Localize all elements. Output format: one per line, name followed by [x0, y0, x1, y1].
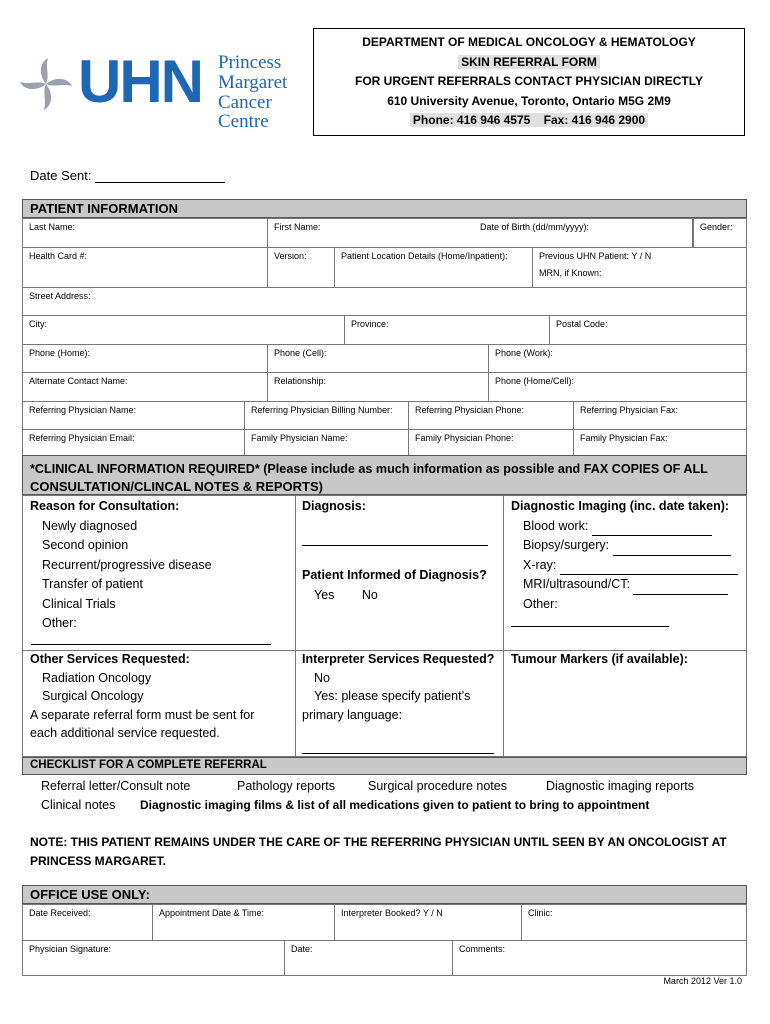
mri-field[interactable]: MRI/ultrasound/CT:: [511, 575, 743, 595]
reason-second-opinion[interactable]: Second opinion: [42, 538, 129, 552]
health-card-field[interactable]: Health Card #:: [23, 248, 268, 287]
interpreter-booked-field[interactable]: Interpreter Booked? Y / N: [335, 905, 522, 940]
postal-field[interactable]: Postal Code:: [556, 319, 608, 329]
office-use-grid: [22, 904, 747, 976]
phone-home-cell-field[interactable]: Phone (Home/Cell):: [495, 376, 575, 386]
fam-name-field[interactable]: Family Physician Name:: [245, 430, 409, 458]
date-sent-field[interactable]: [95, 168, 225, 183]
header-box: [313, 28, 745, 136]
informed-title: Patient Informed of Diagnosis?: [302, 568, 487, 582]
reason-newly-diagnosed[interactable]: Newly diagnosed: [42, 518, 138, 533]
diagnosis-line[interactable]: [302, 545, 488, 546]
patient-info-title: PATIENT INFORMATION: [22, 199, 747, 218]
uhn-wordmark: UHN: [78, 48, 202, 115]
informed-yes[interactable]: Yes: [314, 587, 335, 602]
prev-uhn-field[interactable]: Previous UHN Patient: Y / N MRN, if Known:: [539, 251, 652, 278]
office-use-title: OFFICE USE ONLY:: [22, 885, 747, 904]
reason-other-line[interactable]: [31, 644, 271, 645]
ref-fax-field[interactable]: Referring Physician Fax:: [580, 405, 679, 415]
check-imaging-reports[interactable]: Diagnostic imaging reports: [546, 779, 694, 793]
office-date-field[interactable]: Date:: [285, 941, 453, 976]
reason-clinical-trials[interactable]: Clinical Trials: [42, 596, 116, 611]
blood-work-field[interactable]: Blood work:: [511, 517, 743, 537]
relationship-field[interactable]: Relationship:: [268, 373, 489, 401]
ref-phone-field[interactable]: Referring Physician Phone:: [409, 402, 574, 429]
reason-transfer[interactable]: Transfer of patient: [42, 577, 143, 591]
other-services-section: Other Services Requested: Radiation Oncology Surgical Oncology A separate referral form must be sent for each additional service requested.: [30, 650, 292, 743]
check-pathology[interactable]: Pathology reports: [237, 779, 335, 793]
address: 610 University Avenue, Toronto, Ontario M5G 2M9: [387, 93, 671, 108]
clinical-info-title: *CLINICAL INFORMATION REQUIRED* (Please include as much information as possible and FAX COPIES OF ALL CONSULTATION/CLINCAL NOTES & REPORTS): [22, 455, 747, 495]
gender-field[interactable]: Gender:: [693, 219, 748, 247]
location-field[interactable]: Patient Location Details (Home/Inpatient):: [335, 248, 533, 287]
check-surgical-notes[interactable]: Surgical procedure notes: [368, 779, 507, 793]
phone-work-field[interactable]: Phone (Work):: [495, 348, 553, 358]
province-field[interactable]: Province:: [345, 316, 550, 344]
version-field[interactable]: Version:: [268, 248, 335, 287]
phone-home-field[interactable]: Phone (Home):: [23, 345, 268, 372]
urgent-note: FOR URGENT REFERRALS CONTACT PHYSICIAN DIRECTLY: [354, 74, 703, 88]
appointment-field[interactable]: Appointment Date & Time:: [153, 905, 335, 940]
interpreter-yes[interactable]: Yes: please specify patient’s: [314, 689, 471, 703]
check-clinical-notes[interactable]: Clinical notes: [41, 798, 116, 812]
phone-fax: Phone: 416 946 4575 Fax: 416 946 2900: [410, 113, 648, 127]
ref-email-field[interactable]: Referring Physician Email:: [23, 430, 245, 458]
fam-fax-field[interactable]: Family Physician Fax:: [580, 433, 668, 443]
check-imaging-films[interactable]: Diagnostic imaging films & list of all medications given to patient to bring to appointment: [140, 798, 650, 812]
xray-field[interactable]: X-ray:: [511, 556, 743, 576]
reason-section: Reason for Consultation: Newly diagnosed Second opinion Recurrent/progressive disease Transfer of patient Clinical Trials Other:: [30, 497, 290, 634]
biopsy-field[interactable]: Biopsy/surgery:: [511, 536, 743, 556]
fam-phone-field[interactable]: Family Physician Phone:: [409, 430, 574, 458]
language-line[interactable]: [302, 753, 494, 754]
dept-title: DEPARTMENT OF MEDICAL ONCOLOGY & HEMATOLOGY: [362, 35, 696, 49]
reason-other[interactable]: Other:: [42, 616, 77, 630]
form-name: SKIN REFERRAL FORM: [458, 55, 600, 69]
reason-recurrent[interactable]: Recurrent/progressive disease: [42, 557, 212, 572]
signature-field[interactable]: Physician Signature:: [23, 941, 285, 976]
logo-text: Princess Margaret Cancer Centre: [218, 52, 288, 132]
phone-cell-field[interactable]: Phone (Cell):: [268, 345, 489, 372]
tumour-section[interactable]: Tumour Markers (if available):: [511, 652, 688, 666]
date-sent: Date Sent:: [30, 168, 225, 183]
ref-name-field[interactable]: Referring Physician Name:: [23, 402, 245, 429]
patient-info-grid: [22, 218, 747, 458]
diagnosis-section: Diagnosis:: [302, 499, 366, 513]
care-note: NOTE: THIS PATIENT REMAINS UNDER THE CARE OF THE REFERRING PHYSICIAN UNTIL SEEN BY AN ONCOLOGIST AT PRINCESS MARGARET.: [30, 835, 727, 868]
dob-field[interactable]: Date of Birth (dd/mm/yyyy):: [480, 222, 590, 232]
city-field[interactable]: City:: [23, 316, 345, 344]
informed-no[interactable]: No: [361, 587, 378, 602]
check-referral-letter[interactable]: Referral letter/Consult note: [41, 779, 191, 793]
last-name-field[interactable]: Last Name:: [23, 219, 268, 247]
ref-billing-field[interactable]: Referring Physician Billing Number:: [245, 402, 409, 429]
imaging-other-line[interactable]: [511, 626, 669, 627]
checklist-title: CHECKLIST FOR A COMPLETE REFERRAL: [22, 757, 747, 775]
imaging-other-field[interactable]: Other:: [523, 596, 558, 611]
radiation-oncology[interactable]: Radiation Oncology: [42, 670, 152, 685]
clinic-field[interactable]: Clinic:: [528, 908, 553, 918]
street-field[interactable]: Street Address:: [29, 291, 91, 301]
interpreter-section: Interpreter Services Requested? No Yes: please specify patient’s primary language:: [302, 650, 500, 724]
version-footer: March 2012 Ver 1.0: [663, 976, 742, 986]
surgical-oncology[interactable]: Surgical Oncology: [42, 689, 144, 703]
imaging-section: Diagnostic Imaging (inc. date taken): Blood work: Biopsy/surgery: X-ray: MRI/ultrasound/CT: Other:: [511, 497, 743, 614]
pinwheel-logo-icon: [18, 56, 74, 112]
alt-contact-field[interactable]: Alternate Contact Name:: [23, 373, 268, 401]
clinical-info-box: [22, 495, 747, 757]
uhn-logo: [18, 48, 308, 132]
interpreter-no[interactable]: No: [314, 670, 330, 685]
checklist-items: [22, 775, 747, 819]
comments-field[interactable]: Comments:: [459, 944, 506, 954]
date-received-field[interactable]: Date Received:: [23, 905, 153, 940]
first-name-field[interactable]: First Name: Date of Birth (dd/mm/yyyy):: [268, 219, 693, 247]
